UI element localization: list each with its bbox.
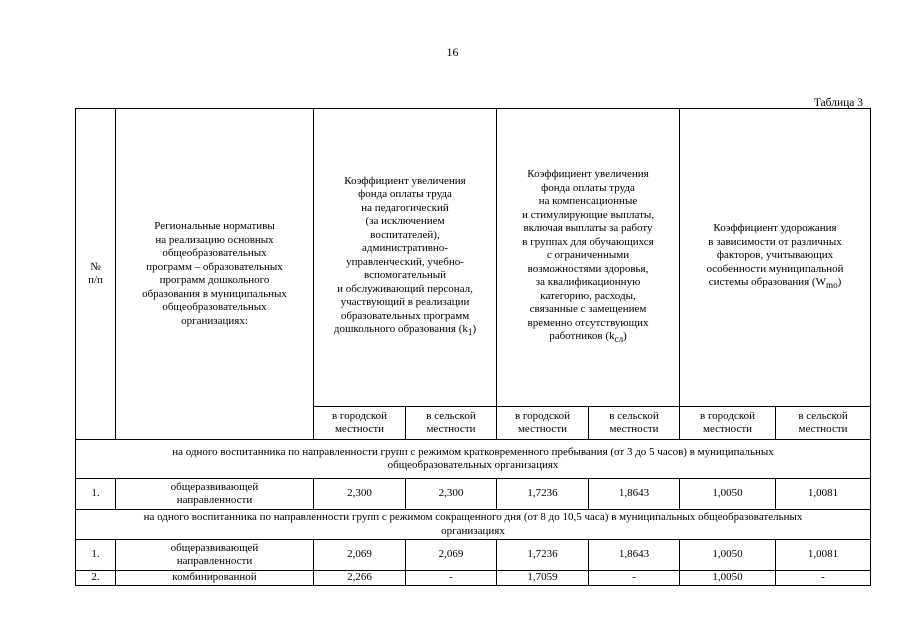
value-cell: 1,7236	[497, 479, 589, 510]
section-title: на одного воспитанника по направленности групп с режимом сокращенного дня (от 8 до 10,5 часа) в муниципальных общеобразовательных организациях	[76, 510, 871, 540]
value-cell: 2,300	[314, 479, 406, 510]
section-title: на одного воспитанника по направленности групп с режимом кратковременного пребывания (от 3 до 5 часов) в муниципальных общеобразовательных организациях	[76, 440, 871, 479]
value-cell: 1,0050	[680, 540, 776, 571]
regional-norms-table	[75, 108, 871, 586]
value-cell: -	[406, 571, 497, 586]
value-cell: 1,8643	[589, 540, 680, 571]
value-cell: 2,069	[314, 540, 406, 571]
value-cell: 1,8643	[589, 479, 680, 510]
value-cell: 1,0081	[776, 540, 871, 571]
subheader-ksl-urban: в городской местности	[497, 407, 589, 440]
header-k1-coefficient-cell: Коэффициент увеличения фонда оплаты труда на педагогический (за исключением воспитателей), административно- управленческий, учебно- вспомогательный и обслуживающий персонал, участвующий в реализации образовательных программ дошкольного образования $(k_1)$	[314, 109, 497, 407]
row-name: комбинированной	[116, 571, 314, 586]
subheader-k1-urban: в городской местности	[314, 407, 406, 440]
value-cell: 1,7059	[497, 571, 589, 586]
value-cell: 2,300	[406, 479, 497, 510]
page-number: 16	[446, 45, 459, 59]
value-cell: 2,266	[314, 571, 406, 586]
value-cell: -	[589, 571, 680, 586]
value-cell: 1,0050	[680, 571, 776, 586]
value-cell: 1,7236	[497, 540, 589, 571]
value-cell: 1,0081	[776, 479, 871, 510]
header-ksl-coefficient-cell: Коэффициент увеличения фонда оплаты труда на компенсационные и стимулирующие выплаты, включая выплаты за работу в группах для обучающихся с ограниченными возможностями здоровья, за квалификационную категорию, расходы, связанные с замещением временно отсутствующих работников $(k_{сл})$	[497, 109, 680, 407]
subheader-ksl-rural: в сельской местности	[589, 407, 680, 440]
row-name: общеразвивающей направленности	[116, 479, 314, 510]
row-number: 1.	[76, 479, 116, 510]
subheader-wmo-rural: в сельской местности	[776, 407, 871, 440]
subheader-k1-rural: в сельской местности	[406, 407, 497, 440]
value-cell: 1,0050	[680, 479, 776, 510]
subheader-wmo-urban: в городской местности	[680, 407, 776, 440]
table-row	[76, 571, 871, 586]
table-row	[76, 479, 871, 510]
value-cell: -	[776, 571, 871, 586]
table-row	[76, 540, 871, 571]
row-name: общеразвивающей направленности	[116, 540, 314, 571]
row-number: 2.	[76, 571, 116, 586]
header-regional-norms-cell: Региональные нормативы на реализацию основных общеобразовательных программ – образовательных программ дошкольного образования в муниципальных общеобразовательных организациях:	[116, 109, 314, 440]
table-label: Таблица 3	[813, 97, 863, 109]
value-cell: 2,069	[406, 540, 497, 571]
header-number-cell: № п/п	[76, 109, 116, 440]
row-number: 1.	[76, 540, 116, 571]
header-wmo-coefficient-cell: Коэффициент удорожания в зависимости от различных факторов, учитывающих особенности муниципальной системы образования $(W_{mo})$	[680, 109, 871, 407]
